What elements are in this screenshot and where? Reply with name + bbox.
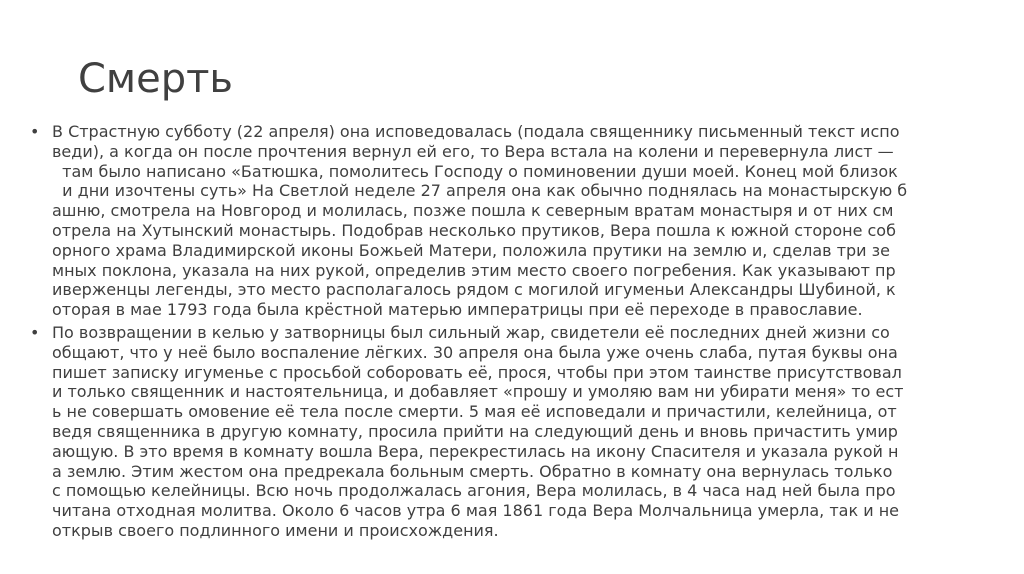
paragraph-line: и дни изочтены суть» На Светлой неделе 27 апреля она как обычно поднялась на монастырскую б	[52, 181, 908, 201]
paragraph-line: общают, что у неё было воспаление лёгких. 30 апреля она была уже очень слаба, путая буквы она	[52, 342, 898, 362]
paragraph-line: а землю. Этим жестом она предрекала больным смерть. Обратно в комнату она вернулась только	[52, 461, 893, 481]
bullet-paragraph	[52, 122, 960, 320]
paragraph-line: ведя священника в другую комнату, просила прийти на следующий день и вновь причастить умир	[52, 421, 898, 441]
paragraph-line: открыв своего подлинного имени и происхождения.	[52, 520, 499, 540]
bullet-paragraph	[52, 323, 960, 541]
bullet-dot-icon: •	[30, 322, 40, 342]
paragraph-line: мных поклона, указала на них рукой, определив этим место своего погребения. Как указывают пр	[52, 260, 896, 280]
paragraph-line: с помощью келейницы. Всю ночь продолжалась агония, Вера молилась, в 4 часа над ней была про	[52, 481, 896, 501]
paragraph-line: веди), а когда он после прочтения вернул ей его, то Вера встала на колени и перевернула лист —	[52, 141, 894, 161]
paragraph-line: орного храма Владимирской иконы Божьей Матери, положила прутики на землю и, сделав три зе	[52, 240, 890, 260]
paragraph-line: ающую. В это время в комнату вошла Вера, перекрестилась на икону Спасителя и указала рукой н	[52, 441, 899, 461]
paragraph-line: оторая в мае 1793 года была крёстной матерью императрицы при её переходе в православие.	[52, 300, 863, 320]
paragraph-line: отрела на Хутынский монастырь. Подобрав несколько прутиков, Вера пошла к южной стороне соб	[52, 220, 896, 240]
paragraph-line: ашню, смотрела на Новгород и молилась, позже пошла к северным вратам монастыря и от них см	[52, 201, 894, 221]
bullet-list	[30, 122, 960, 544]
paragraph-line: В Страстную субботу (22 апреля) она исповедовалась (подала священнику письменный текст испо	[52, 122, 900, 141]
paragraph-line: иверженцы легенды, это место располагалось рядом с могилой игуменьи Александры Шубиной, к	[52, 280, 896, 300]
paragraph-line: пишет записку игуменье с просьбой соборовать её, прося, чтобы при этом таинстве присутствовал	[52, 362, 902, 382]
paragraph-line: и только священник и настоятельница, и добавляет «прошу и умоляю вам ни убирати меня» то ест	[52, 382, 904, 402]
slide-title: Смерть	[78, 56, 233, 102]
bullet-item	[30, 122, 960, 320]
paragraph-line: По возвращении в келью у затворницы был сильный жар, свидетели её последних дней жизни со	[52, 322, 890, 342]
paragraph-line: там было написано «Батюшка, помолитесь Господу о поминовении души моей. Конец мой близок	[52, 161, 898, 181]
paragraph-line: читана отходная молитва. Около 6 часов утра 6 мая 1861 года Вера Молчальница умерла, так и не	[52, 501, 900, 521]
bullet-dot-icon: •	[30, 122, 40, 141]
bullet-item	[30, 323, 960, 541]
paragraph-line: ь не совершать омовение её тела после смерти. 5 мая её исповедали и причастили, келейница, от	[52, 402, 897, 422]
